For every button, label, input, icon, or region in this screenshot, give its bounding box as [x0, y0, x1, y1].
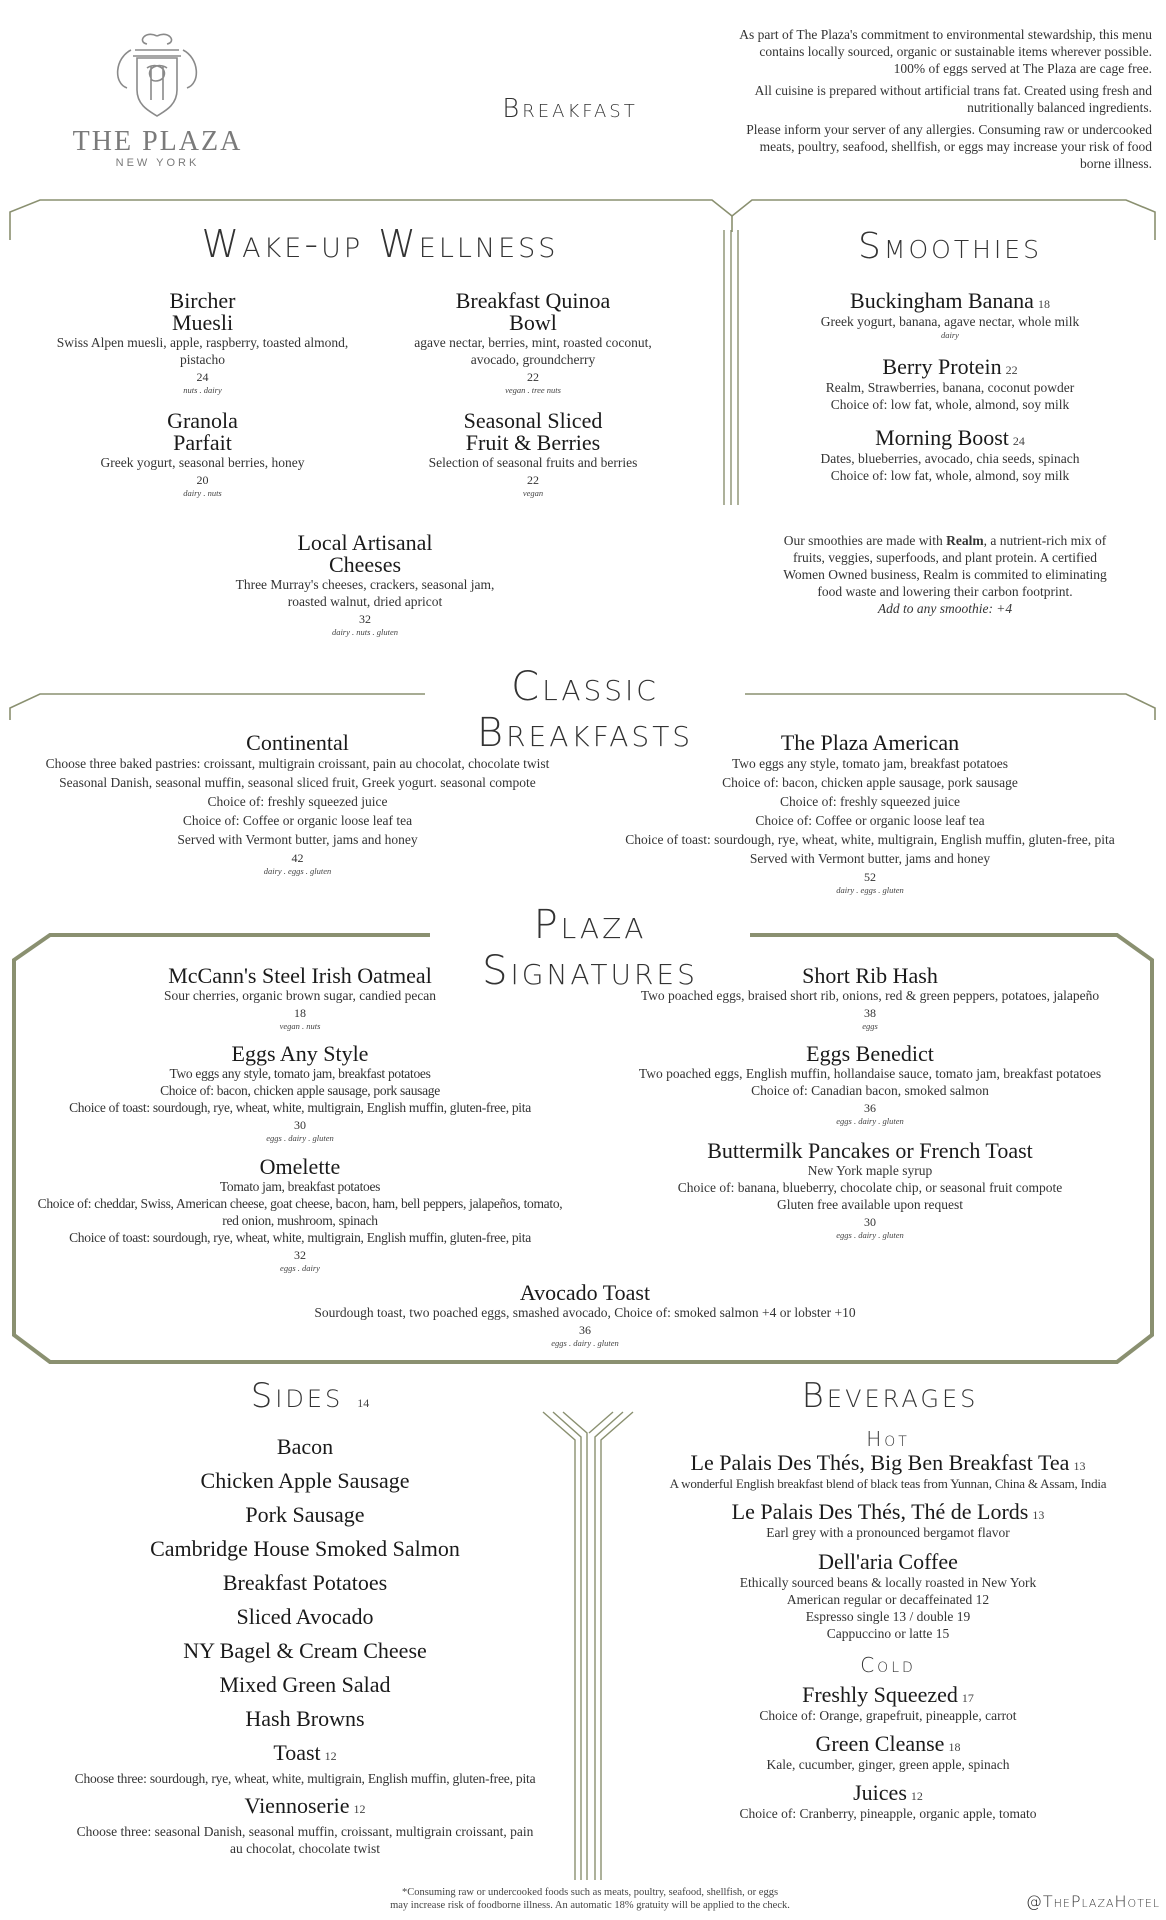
- item-name: Granola Parfait: [167, 408, 238, 455]
- item-name: Le Palais Des Thés, Thé de Lords: [731, 1499, 1029, 1524]
- beverage-green-cleanse[interactable]: [610, 1733, 1166, 1773]
- item-name: Le Palais Des Thés, Big Ben Breakfast Tea: [690, 1450, 1070, 1475]
- item-name: Avocado Toast: [519, 1280, 651, 1305]
- beverage-big-ben-tea[interactable]: [610, 1452, 1166, 1492]
- side-item[interactable]: Bacon: [276, 1434, 334, 1459]
- brand-name: THE PLAZA: [72, 126, 243, 157]
- item-name: Seasonal Sliced Fruit & Berries: [463, 408, 603, 455]
- item-price: 32: [359, 612, 371, 626]
- item-name: Continental: [246, 730, 349, 755]
- item-price: 18: [948, 1740, 961, 1754]
- realm-brand: Realm: [946, 533, 984, 548]
- item-name: Buckingham Banana: [850, 288, 1034, 313]
- footer-disclaimer: *Consuming raw or undercooked foods such as meats, poultry, seafood, shellfish, or eggs may increase risk of foodborne illness. An automatic 18% gratuity will be applied to the check.: [390, 1887, 790, 1911]
- item-price: 42: [291, 851, 304, 865]
- brand-logo[interactable]: [55, 28, 260, 173]
- item-desc: Tomato jam, breakfast potatoes Choice of: cheddar, Swiss, American cheese, goat cheese, bacon, ham, bell peppers, jalapeños, tomato, red onion, mushroom, spinach Choice of toast: sourdough, rye, wheat, white, multigrain, English muffin, gluten-free, pita: [37, 1179, 563, 1245]
- beverage-juices[interactable]: [610, 1782, 1166, 1822]
- item-name: Dell'aria Coffee: [818, 1549, 958, 1574]
- menu-item-granola-parfait[interactable]: [55, 410, 350, 499]
- side-item[interactable]: Pork Sausage: [245, 1502, 365, 1527]
- item-tags: nuts . dairy: [183, 385, 222, 395]
- menu-item-artisanal-cheeses[interactable]: [215, 532, 515, 638]
- item-desc: Two poached eggs, braised short rib, onions, red & green peppers, potatoes, jalapeño: [640, 988, 1100, 1003]
- note-stewardship: As part of The Plaza's commitment to environmental stewardship, this menu contains locally sourced, organic or sustainable items wherever possible. 100% of eggs served at The Plaza are cage free.: [739, 27, 1152, 76]
- item-price: 32: [294, 1248, 306, 1262]
- item-price: 18: [294, 1006, 306, 1020]
- item-name: Green Cleanse: [815, 1731, 945, 1756]
- beverage-freshly-squeezed[interactable]: [610, 1684, 1166, 1724]
- item-desc: Two eggs any style, tomato jam, breakfast potatoes Choice of: bacon, chicken apple sausage, pork sausage Choice of toast: sourdough, rye, wheat, white, multigrain, English muffin, gluten-free, pita: [69, 1066, 531, 1115]
- item-desc: agave nectar, berries, mint, roasted coconut, avocado, groundcherry: [414, 335, 652, 367]
- item-name: Bircher Muesli: [169, 288, 236, 335]
- item-name: Freshly Squeezed: [802, 1682, 958, 1707]
- sides-section-title: Sides: [250, 1376, 344, 1416]
- item-name: Omelette: [259, 1154, 341, 1179]
- item-name: Breakfast Quinoa Bowl: [455, 288, 611, 335]
- item-name: Toast: [273, 1740, 321, 1765]
- item-name: McCann's Steel Irish Oatmeal: [168, 963, 432, 988]
- social-handle[interactable]: @ThePlazaHotel: [1025, 1892, 1160, 1911]
- smoothies-section-title: Smoothies: [858, 226, 1042, 267]
- side-item[interactable]: NY Bagel & Cream Cheese: [183, 1638, 427, 1663]
- classic-section-title: Classic Breakfasts: [425, 664, 745, 756]
- item-tags: dairy . nuts: [183, 488, 222, 498]
- menu-item-short-rib-hash[interactable]: [600, 965, 1140, 1032]
- item-price: 17: [961, 1691, 974, 1705]
- item-price: 30: [294, 1118, 306, 1132]
- menu-item-seasonal-fruit[interactable]: [392, 410, 674, 499]
- realm-add-price: Add to any smoothie: +4: [877, 601, 1013, 616]
- item-desc: Two poached eggs, English muffin, hollandaise sauce, tomato jam, breakfast potatoes Choice of: Canadian bacon, smoked salmon: [638, 1066, 1102, 1098]
- beverage-dellaria-coffee[interactable]: [610, 1551, 1166, 1642]
- item-desc: Selection of seasonal fruits and berries: [428, 455, 638, 470]
- item-tags: dairy: [941, 330, 959, 340]
- note-trans-fat: All cuisine is prepared without artificial trans fat. Created using fresh and nutritionally balanced ingredients.: [754, 83, 1152, 115]
- item-name: Short Rib Hash: [802, 963, 938, 988]
- item-price: 18: [1037, 297, 1050, 311]
- item-desc: Swiss Alpen muesli, apple, raspberry, toasted almond, pistacho: [56, 335, 349, 367]
- item-tags: dairy . eggs . gluten: [836, 885, 904, 895]
- item-tags: vegan: [522, 488, 544, 498]
- item-name: Berry Protein: [882, 354, 1002, 379]
- item-name: Buttermilk Pancakes or French Toast: [707, 1138, 1033, 1163]
- item-desc: Choice of: Orange, grapefruit, pineapple, carrot: [759, 1708, 1017, 1723]
- item-desc: Choice of: Cranberry, pineapple, organic apple, tomato: [739, 1806, 1037, 1821]
- item-name: The Plaza American: [780, 730, 960, 755]
- item-price: 30: [864, 1215, 876, 1229]
- item-price: 22: [527, 473, 539, 487]
- smoothie-buckingham-banana[interactable]: [760, 290, 1140, 341]
- beverage-the-de-lords[interactable]: [610, 1501, 1166, 1541]
- item-price: 38: [864, 1006, 876, 1020]
- side-item-viennoiserie[interactable]: [55, 1789, 555, 1857]
- hot-label: Hot: [866, 1427, 910, 1451]
- menu-item-plaza-american[interactable]: [590, 732, 1150, 896]
- item-desc: Realm, Strawberries, banana, coconut powder Choice of: low fat, whole, almond, soy milk: [825, 380, 1075, 412]
- menu-item-eggs-benedict[interactable]: [600, 1043, 1140, 1127]
- item-desc: Sour cherries, organic brown sugar, candied pecan: [163, 988, 437, 1003]
- item-desc: Earl grey with a pronounced bergamot flavor: [766, 1525, 1010, 1540]
- item-tags: dairy . eggs . gluten: [263, 866, 332, 876]
- item-price: 13: [1032, 1508, 1045, 1522]
- item-tags: vegan . nuts: [279, 1021, 321, 1031]
- side-item[interactable]: Mixed Green Salad: [219, 1672, 391, 1697]
- side-item[interactable]: Breakfast Potatoes: [222, 1570, 388, 1595]
- item-desc: Choose three baked pastries: croissant, multigrain croissant, pain au chocolat, chocolate twist Seasonal Danish, seasonal muffin, seasonal sliced fruit, Greek yogurt. seasonal compote Choice of: freshly squeezed juice Choice of: Coffee or organic loose leaf tea Served with Vermont butter, jams and honey: [45, 756, 550, 847]
- side-item[interactable]: Chicken Apple Sausage: [200, 1468, 410, 1493]
- item-name: Juices: [853, 1780, 907, 1805]
- item-name: Local Artisanal Cheeses: [297, 530, 433, 577]
- item-price: 24: [1012, 434, 1025, 448]
- item-desc: New York maple syrup Choice of: banana, blueberry, chocolate chip, or seasonal fruit compote Gluten free available upon request: [677, 1163, 1063, 1212]
- item-desc: Sourdough toast, two poached eggs, smashed avocado, Choice of: smoked salmon +4 or lobster +10: [314, 1305, 856, 1320]
- item-desc: Three Murray's cheeses, crackers, seasonal jam, roasted walnut, dried apricot: [235, 577, 495, 609]
- item-price: 36: [579, 1323, 591, 1337]
- menu-item-omelette[interactable]: [30, 1156, 570, 1274]
- item-tags: eggs . dairy: [280, 1263, 320, 1273]
- beverages-list: [610, 1426, 1166, 1822]
- item-name: Viennoserie: [244, 1793, 350, 1818]
- menu-item-pancakes-french-toast[interactable]: [600, 1140, 1140, 1241]
- smoothie-berry-protein[interactable]: [760, 356, 1140, 413]
- menu-item-irish-oatmeal[interactable]: [30, 965, 570, 1032]
- item-price: 52: [864, 870, 876, 884]
- menu-item-eggs-any-style[interactable]: [30, 1043, 570, 1144]
- item-price: 22: [527, 370, 539, 384]
- note-allergies: Please inform your server of any allergies. Consuming raw or undercooked meats, poultry, seafood, shellfish, or eggs may increase your risk of food borne illness.: [746, 122, 1152, 171]
- menu-item-bircher-muesli[interactable]: [55, 290, 350, 396]
- item-tags: eggs . dairy . gluten: [551, 1338, 619, 1348]
- item-name: Eggs Any Style: [231, 1041, 369, 1066]
- side-item[interactable]: Cambridge House Smoked Salmon: [150, 1536, 460, 1561]
- item-desc: Choose three: sourdough, rye, wheat, white, multigrain, English muffin, gluten-free, pita: [74, 1771, 536, 1786]
- sides-header: [160, 1376, 460, 1416]
- beverages-section-title: Beverages: [801, 1376, 979, 1416]
- menu-item-continental[interactable]: [10, 732, 585, 877]
- smoothie-morning-boost[interactable]: [760, 427, 1140, 484]
- item-desc: A wonderful English breakfast blend of black teas from Yunnan, China & Assam, India: [669, 1476, 1107, 1491]
- item-tags: vegan . tree nuts: [505, 385, 561, 395]
- item-tags: eggs . dairy . gluten: [266, 1133, 334, 1143]
- item-desc: Two eggs any style, tomato jam, breakfast potatoes Choice of: bacon, chicken apple sausage, pork sausage Choice of: freshly squeezed juice Choice of: Coffee or organic loose leaf tea Choice of toast: sourdough, rye, wheat, white, multigrain, English muffin, gluten-free, pita Served with Vermont butter, jams and honey: [625, 756, 1115, 866]
- plaza-crest-icon: [55, 28, 260, 123]
- item-name: Eggs Benedict: [806, 1041, 934, 1066]
- item-price: 20: [196, 473, 209, 487]
- item-tags: eggs . dairy . gluten: [836, 1230, 904, 1240]
- signatures-section-title: Plaza Signatures: [430, 902, 750, 994]
- side-item[interactable]: Hash Browns: [245, 1706, 365, 1731]
- item-desc: Dates, blueberries, avocado, chia seeds, spinach Choice of: low fat, whole, almond, soy milk: [820, 451, 1080, 483]
- item-desc: Greek yogurt, seasonal berries, honey: [100, 455, 305, 470]
- menu-item-quinoa-bowl[interactable]: [392, 290, 674, 396]
- wellness-section-title: Wake-up Wellness: [201, 222, 559, 266]
- side-item-toast[interactable]: [55, 1736, 555, 1787]
- item-desc: Ethically sourced beans & locally roasted in New York American regular or decaffeinated 12 Espresso single 13 / double 19 Cappuccino or latte 15: [739, 1575, 1037, 1641]
- item-tags: eggs . dairy . gluten: [836, 1116, 904, 1126]
- item-price: 36: [864, 1101, 876, 1115]
- item-price: 22: [1005, 363, 1018, 377]
- item-desc: Greek yogurt, banana, agave nectar, whole milk: [820, 314, 1080, 329]
- item-desc: Choose three: seasonal Danish, seasonal muffin, croissant, multigrain croissant, pain au chocolat, chocolate twist: [76, 1824, 534, 1856]
- item-tags: eggs: [862, 1021, 878, 1031]
- realm-note: Our smoothies are made with Realm, a nutrient-rich mix of fruits, veggies, superfoods, and plant protein. A certified Women Owned business, Realm is commited to eliminating food waste and lowering their carbon footprint. Add to any smoothie: +4: [775, 532, 1115, 617]
- item-price: 12: [353, 1802, 366, 1816]
- cold-label: Cold: [860, 1653, 916, 1677]
- item-price: 12: [324, 1749, 337, 1763]
- menu-title: Breakfast: [502, 94, 638, 124]
- item-desc: Kale, cucumber, ginger, green apple, spinach: [766, 1757, 1010, 1772]
- side-item[interactable]: Sliced Avocado: [236, 1604, 374, 1629]
- item-tags: dairy . nuts . gluten: [331, 627, 399, 637]
- menu-item-avocado-toast[interactable]: [270, 1282, 900, 1349]
- item-price: 13: [1073, 1459, 1086, 1473]
- item-name: Morning Boost: [875, 425, 1009, 450]
- item-price: 12: [910, 1789, 923, 1803]
- environmental-notes: [730, 26, 1152, 172]
- item-price: 24: [196, 370, 209, 384]
- sides-price: 14: [357, 1396, 370, 1410]
- brand-city: NEW YORK: [115, 157, 200, 169]
- sides-list: [55, 1430, 555, 1857]
